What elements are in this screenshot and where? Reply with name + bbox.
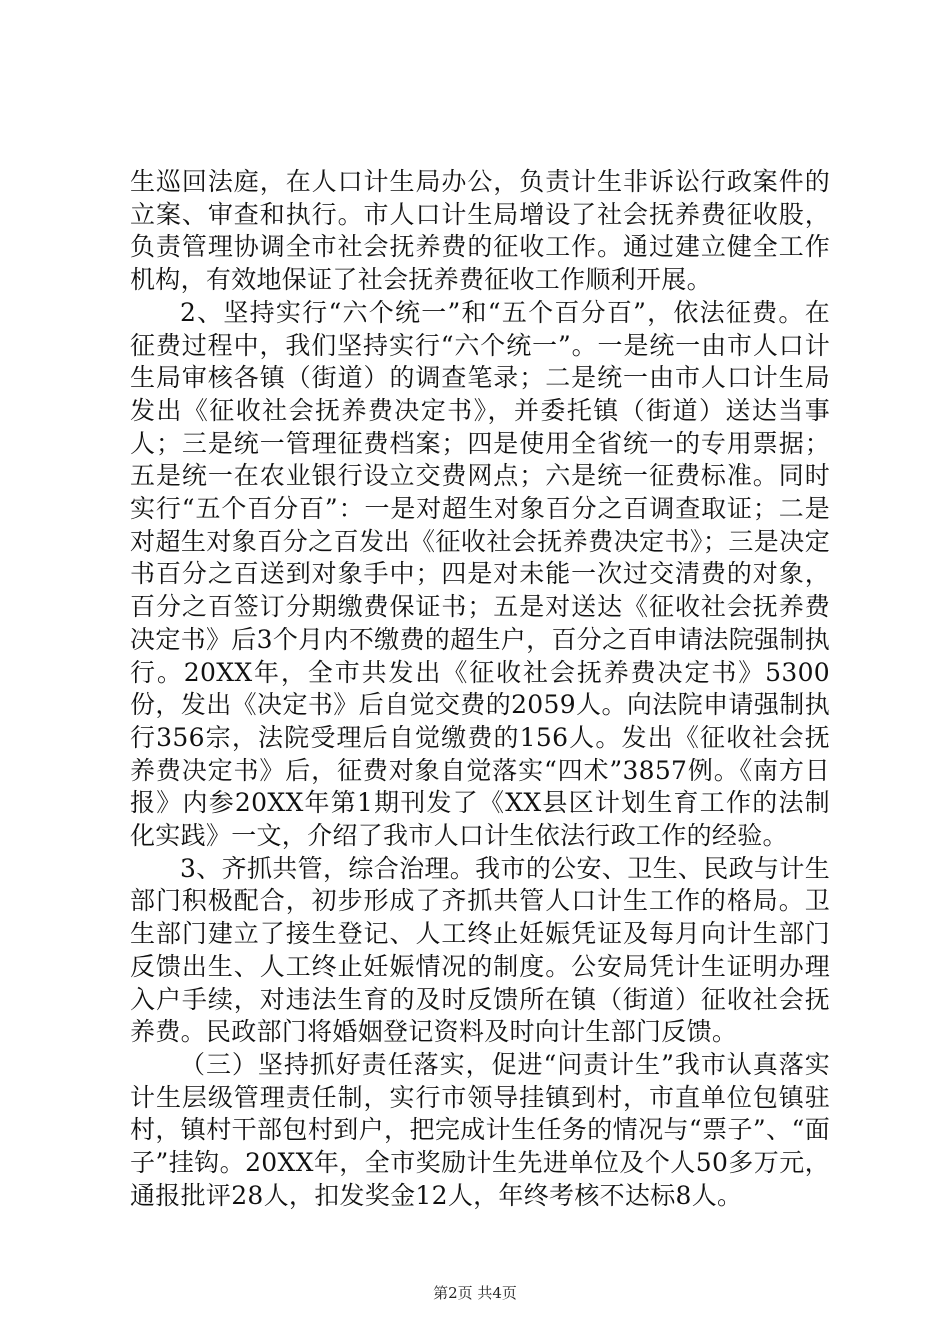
paragraph-1: 生巡回法庭，在人口计生局办公，负责计生非诉讼行政案件的立案、审查和执行。市人口计生局增设了社会抚养费征收股，负责管理协调全市社会抚养费的征收工作。通过建立健全工作机构，有效地保证了社会抚养费征收工作顺利开展。 xyxy=(130,167,830,295)
document-body xyxy=(130,166,830,1213)
page-footer: 第2页 共4页 xyxy=(433,1284,517,1302)
paragraph-2: 2、坚持实行“六个统一”和“五个百分百”，依法征费。在征费过程中，我们坚持实行“六个统一”。一是统一由市人口计生局审核各镇（街道）的调查笔录；二是统一由市人口计生局发出《征收社会抚养费决定书》，并委托镇（街道）送达当事人；三是统一管理征费档案；四是使用全省统一的专用票据；五是统一在农业银行设立交费网点；六是统一征费标准。同时实行“五个百分百”：一是对超生对象百分之百调查取证；二是对超生对象百分之百发出《征收社会抚养费决定书》；三是决定书百分之百送到对象手中；四是对未能一次过交清费的对象，百分之百签订分期缴费保证书；五是对送达《征收社会抚养费决定书》后3个月内不缴费的超生户，百分之百申请法院强制执行。20XX年，全市共发出《征收社会抚养费决定书》5300份，发出《决定书》后自觉交费的2059人。向法院申请强制执行356宗，法院受理后自觉缴费的156人。发出《征收社会抚养费决定书》后，征费对象自觉落实“四术”3857例。《南方日报》内参20XX年第1期刊发了《XX县区计划生育工作的法制化实践》一文，介绍了我市人口计生依法行政工作的经验。 xyxy=(130,297,830,851)
paragraph-4: （三）坚持抓好责任落实，促进“问责计生”我市认真落实计生层级管理责任制，实行市领导挂镇到村，市直单位包镇驻村，镇村干部包村到户，把完成计生任务的情况与“票子”、“面子”挂钩。20XX年，全市奖励计生先进单位及个人50多万元，通报批评28人，扣发奖金12人，年终考核不达标8人。 xyxy=(130,1049,830,1210)
paragraph-3: 3、齐抓共管，综合治理。我市的公安、卫生、民政与计生部门积极配合，初步形成了齐抓共管人口计生工作的格局。卫生部门建立了接生登记、人工终止妊娠凭证及每月向计生部门反馈出生、人工终止妊娠情况的制度。公安局凭计生证明办理入户手续，对违法生育的及时反馈所在镇（街道）征收社会抚养费。民政部门将婚姻登记资料及时向计生部门反馈。 xyxy=(130,853,830,1047)
